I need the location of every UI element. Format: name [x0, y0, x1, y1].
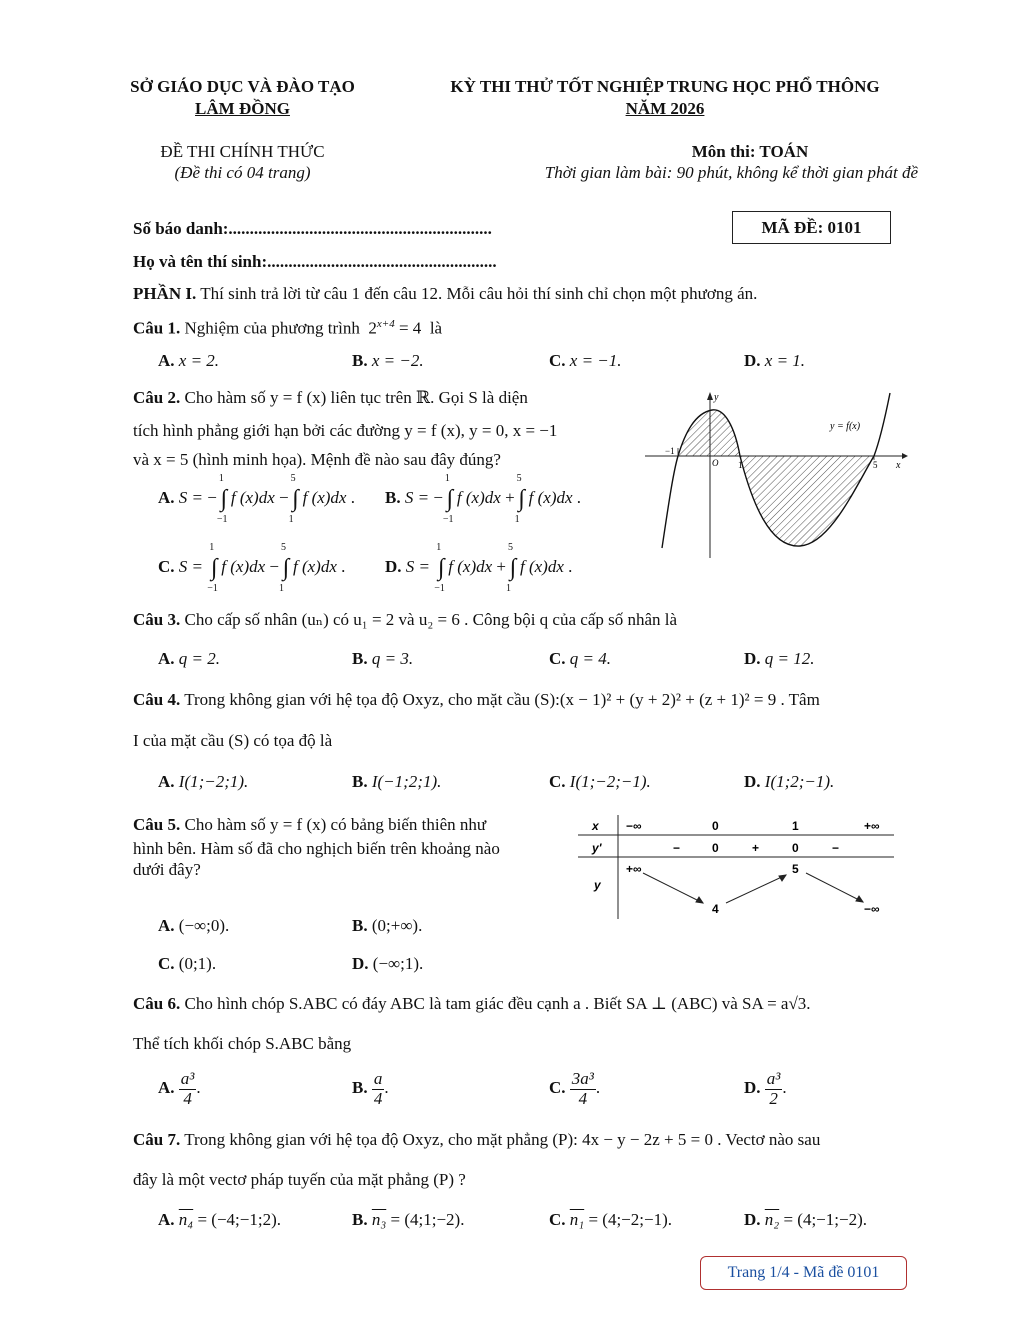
q7-line1: Câu 7. Trong không gian với hệ tọa độ Oxyz, cho mặt phẳng (P): 4x − y − 2z + 5 = 0 . Vectơ nào sau — [133, 1130, 821, 1149]
q4-option-d[interactable]: D. I(1;2;−1). — [744, 772, 835, 791]
q6-option-b[interactable]: B. $\frac{a}{4}$ . — [352, 1069, 389, 1108]
part1-instruction — [133, 284, 757, 304]
q1-text: Nghiệm của phương trình — [184, 318, 360, 338]
sign-2: + — [752, 841, 760, 855]
q3-option-d[interactable]: D. q = 12. — [744, 649, 815, 668]
q1-eq-base: 2 — [368, 318, 377, 338]
q6-line2: Thể tích khối chóp S.ABC bằng — [133, 1034, 352, 1053]
q2-label: Câu 2. — [133, 388, 181, 407]
curve-label: y = f(x) — [830, 421, 861, 432]
q6-line1: Câu 6. Cho hình chóp S.ABC có đáy ABC là tam giác đều cạnh a . Biết SA ⊥ (ABC) và SA = a√3. — [133, 994, 811, 1013]
y-neg-inf: −∞ — [864, 902, 880, 916]
q1-option-c[interactable]: C. x = −1. — [549, 351, 622, 370]
q3-option-c[interactable]: C. q = 4. — [549, 649, 612, 668]
tick-5: 5 — [873, 460, 878, 470]
q5-option-b[interactable]: B. (0;+∞). — [352, 916, 423, 935]
q7-option-d[interactable]: D. n₂ = (4;−1;−2). — [744, 1210, 867, 1229]
subject-label: Môn thi: TOÁN — [691, 142, 809, 161]
q7-line2: đây là một vectơ pháp tuyến của mặt phẳng (P) ? — [133, 1170, 466, 1189]
arrow-decrease-1 — [643, 873, 703, 903]
page-footer: Trang 1/4 - Mã đề 0101 — [700, 1256, 907, 1290]
q6-label: Câu 6. — [133, 994, 181, 1013]
time-note: Thời gian làm bài: 90 phút, không kể thời gian phát đề — [544, 163, 918, 182]
q5-line3: dưới đây? — [133, 860, 201, 879]
q4-option-c[interactable]: C. I(1;−2;−1). — [549, 772, 651, 791]
q5-option-a[interactable]: A. (−∞;0). — [158, 916, 230, 935]
q5-option-d[interactable]: D. (−∞;1). — [352, 954, 424, 973]
q7-option-b[interactable]: B. n₃ = (4;1;−2). — [352, 1210, 465, 1229]
q2-line2: tích hình phẳng giới hạn bởi các đường y = f (x), y = 0, x = −1 — [133, 421, 558, 440]
q6-option-c[interactable]: C. $\frac{\text{3a³}}{4}$ . — [549, 1069, 601, 1108]
q3-label: Câu 3. — [133, 610, 181, 629]
q1-option-b[interactable]: B. x = −2. — [352, 351, 424, 370]
arrow-decrease-2 — [806, 873, 863, 902]
question-1 — [133, 318, 442, 339]
q2-line3: và x = 5 (hình minh họa). Mệnh đề nào sau đây đúng? — [133, 450, 501, 469]
pages-note: (Đề thi có 04 trang) — [174, 163, 311, 182]
province-name: LÂM ĐỒNG — [195, 99, 290, 118]
sign-zero-1: 0 — [712, 841, 719, 855]
q2-line1: Câu 2. Cho hàm số y = f (x) liên tục trên ℝ. Gọi S là diện — [133, 388, 528, 407]
q1-option-d[interactable]: D. x = 1. — [744, 351, 806, 370]
x-one: 1 — [792, 819, 799, 833]
q1-eq-exp: x+4 — [376, 318, 395, 330]
q2-option-a[interactable]: A. S = − 1 ∫ −1 f (x)dx − 5 ∫ 1 f (x)dx . — [158, 473, 355, 525]
q4-label: Câu 4. — [133, 690, 181, 709]
q1-eq-rest: = 4 — [394, 318, 422, 338]
q2-option-c[interactable]: C. S = 1 ∫ −1 f (x)dx − 5 ∫ 1 f (x)dx . — [158, 542, 346, 594]
y-pos-inf: +∞ — [626, 862, 642, 876]
x-axis-label: x — [896, 460, 901, 471]
q5-line1: Câu 5. Cho hàm số y = f (x) có bảng biến thiên như — [133, 815, 487, 834]
x-pos-inf: +∞ — [864, 819, 880, 833]
q4-line1: Câu 4. Trong không gian với hệ tọa độ Oxyz, cho mặt cầu (S):(x − 1)² + (y + 2)² + (z + 1)² = 9 . Tâm — [133, 690, 820, 709]
y-axis-label: y — [714, 392, 719, 403]
q2-option-d[interactable]: D. S = 1 ∫ −1 f (x)dx + 5 ∫ 1 f (x)dx . — [385, 542, 573, 594]
q3-option-b[interactable]: B. q = 3. — [352, 649, 414, 668]
q5-line2: hình bên. Hàm số đã cho nghịch biến trên khoảng nào — [133, 839, 500, 858]
x-zero: 0 — [712, 819, 719, 833]
y-min-4: 4 — [712, 902, 719, 916]
tick-minus-1: −1 — [665, 446, 675, 456]
x-neg-inf: −∞ — [626, 819, 642, 833]
table-yprime-label: y' — [592, 841, 602, 855]
department-name: SỞ GIÁO DỤC VÀ ĐÀO TẠO — [130, 77, 355, 96]
tick-1: 1 — [738, 460, 743, 470]
sign-3: − — [832, 841, 840, 855]
y-max-5: 5 — [792, 862, 799, 876]
arrow-increase — [726, 875, 786, 903]
q5-option-c[interactable]: C. (0;1). — [158, 954, 217, 973]
candidate-name-field: Họ và tên thí sinh:...................................................... — [133, 252, 497, 271]
q4-option-b[interactable]: B. I(−1;2;1). — [352, 772, 442, 791]
q4-line2: I của mặt cầu (S) có tọa độ là — [133, 731, 333, 750]
part1-label: PHẦN I. — [133, 284, 197, 303]
q1-option-a[interactable]: A. x = 2. — [158, 351, 220, 370]
q1-label: Câu 1. — [133, 318, 181, 338]
shaded-region-right — [740, 456, 874, 546]
q7-option-a[interactable]: A. n₄ = (−4;−1;2). — [158, 1210, 281, 1229]
q2-option-b[interactable]: B. S = − 1 ∫ −1 f (x)dx + 5 ∫ 1 f (x)dx . — [385, 473, 582, 525]
exam-code-box: MÃ ĐỀ: 0101 — [732, 211, 891, 244]
variation-table — [578, 815, 898, 920]
origin-label: O — [712, 458, 719, 468]
q4-option-a[interactable]: A. I(1;−2;1). — [158, 772, 249, 791]
table-y-label: y — [594, 878, 601, 892]
q3-option-a[interactable]: A. q = 2. — [158, 649, 221, 668]
q2-function-graph — [640, 388, 910, 560]
sign-zero-2: 0 — [792, 841, 799, 855]
sign-1: − — [673, 841, 681, 855]
candidate-number-field: Số báo danh:.............................................................. — [133, 219, 492, 238]
q7-option-c[interactable]: C. n₁ = (4;−2;−1). — [549, 1210, 672, 1229]
q7-label: Câu 7. — [133, 1130, 181, 1149]
q5-label: Câu 5. — [133, 815, 181, 834]
official-label: ĐỀ THI CHÍNH THỨC — [160, 142, 325, 161]
q6-option-a[interactable]: A. $\frac{\text{a³}}{4}$ . — [158, 1069, 201, 1108]
table-x-label: x — [592, 819, 599, 833]
q3-text: Cho cấp số nhân (uₙ) có u₁ = 2 và u₂ = 6 . Công bội q của cấp số nhân là — [184, 610, 678, 629]
exam-title: KỲ THI THỬ TỐT NGHIỆP TRUNG HỌC PHỔ THÔNG — [450, 77, 880, 96]
exam-year: NĂM 2026 — [625, 99, 705, 118]
question-3 — [133, 610, 677, 630]
q6-option-d[interactable]: D. $\frac{\text{a³}}{2}$ . — [744, 1069, 787, 1108]
part1-text: Thí sinh trả lời từ câu 1 đến câu 12. Mỗi câu hỏi thí sinh chỉ chọn một phương án. — [200, 284, 758, 303]
q1-tail: là — [429, 318, 443, 338]
